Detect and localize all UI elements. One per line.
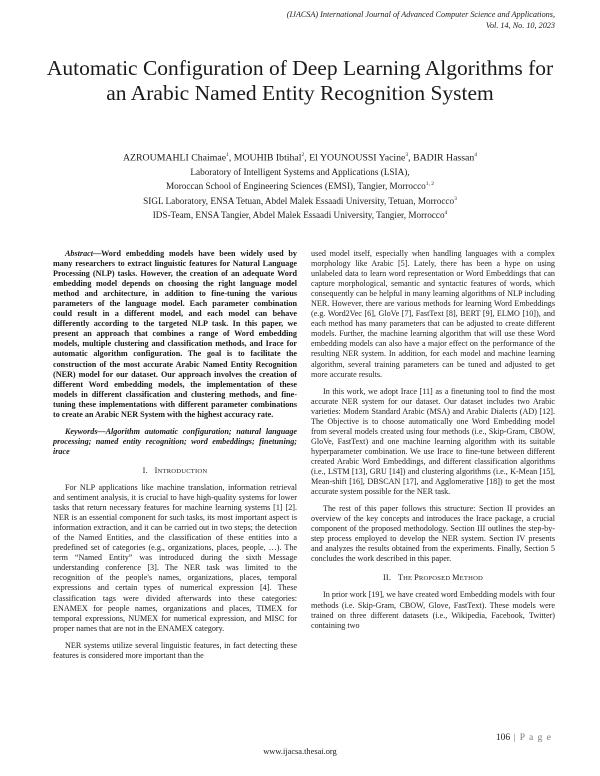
section-heading-proposed-method [311, 573, 555, 584]
section-2-rest-3: ETHOD [459, 575, 483, 583]
affiliation-3: SIGL Laboratory, ENSA Tetuan, Abdel Malek Essaadi University, Tetuan, Morrocco$^3$ [143, 195, 457, 206]
author-1-sup: 1 [226, 152, 229, 158]
abstract-text: —Word embedding models have been widely used by many researchers to extract linguistic features for Natural Language Processing (NLP) tasks. However, the creation of an adequate Word embedding model depends on choosing the right language model method and architecture, in addition to fine-tuning the various parameters of the language model. Each parameter combination could result in a different model, and each model can behave differently according to the targeted NLP task. In this paper, we present an approach that combines a range of Word embedding models, multiple clustering and classification methods, and Irace for automatic algorithm configuration. The goal is to facilitate the construction of the most accurate Arabic Named Entity Recognition (NER) model for our dataset. Our approach involves the creation of different Word embedding models, the implementation of these models in different classification and clustering methods, and fine-tuning these implementations with different parameter combinations to create an Arabic NER System with the highest accuracy rate. [53, 249, 297, 419]
author-2-sup: 2 [301, 152, 305, 158]
section-2-letter-p: P [414, 573, 419, 583]
affiliation-4: IDS-Team, ENSA Tangier, Abdel Malek Essaadi University, Tangier, Morrocco$^4$ [152, 210, 448, 221]
intro-paragraph-1: For NLP applications like machine translation, information retrieval and sentiment analysis, it is crucial to have high-quality systems for lower tasks that return necessary features for machine learning systems [1] [2]. NER is an essential component for such tasks, its most important aspect is information extraction, and it can be carried out in two steps; the detection of the Named Entities, and the classification of these entities into a predefined set of categories (e.g., organizations, places, people, …). The term “Named Entity” was introduced during the sixth Message understanding conference [3]. The NER task was limited to the recognition of the people's names, organizations, places, temporal expressions and certain types of numerical expression [4]. These classification tags were divided afterwards into these categories: ENAMEX for people names, organizations and places, TIMEX for temporal expressions, NUMEX for numerical expression, and MISC for proper names that are not in the ENAMEX category. [53, 482, 297, 633]
journal-volume: Vol. 14, No. 10, 2023 [485, 21, 555, 30]
right-column [311, 249, 555, 638]
author-3: El YOUNOUSSI Yacine [309, 152, 406, 164]
section-1-rest: NTRODUCTION [157, 467, 208, 475]
journal-header [287, 9, 555, 31]
intro-paragraph-5: The rest of this paper follows this structure: Section II provides an overview of the key concepts and introduces the Irace package, a crucial component of the proposed methodology. Section III outlines the step-by-step process employed to develop the NER system. Section IV presents and analyzes the results obtained from the experiments. Finally, Section 5 concludes the work described in this paper. [311, 504, 555, 564]
affiliation-4-sup: 4 [444, 210, 448, 217]
footer-url: www.ijacsa.thesai.org [263, 747, 337, 756]
author-4: BADIR Hassan [413, 152, 475, 164]
affiliation-1: Laboratory of Intelligent Systems and Applications (LSIA), [190, 166, 410, 177]
left-column [53, 249, 297, 668]
intro-paragraph-2: NER systems utilize several linguistic features, in fact detecting these features is considered more important than the [53, 640, 297, 660]
abstract [53, 249, 297, 420]
paper-title: Automatic Configuration of Deep Learning Algorithms for an Arabic Named Entity Recognition System [46, 56, 554, 105]
section-2-rest-2: ROPOSED [418, 575, 453, 583]
author-1: AZROUMAHLI Chaimae [122, 152, 227, 164]
section-2-letter-m: M [452, 573, 460, 583]
journal-name: (IJACSA) International Journal of Advanced Computer Science and Applications, [286, 10, 555, 19]
section-1-numeral: I. [142, 465, 148, 475]
page-number-value: 106 [495, 733, 511, 743]
keywords-label: Keywords [65, 426, 98, 436]
affiliation-3-sup: 3 [454, 195, 457, 202]
intro-paragraph-3: used model itself, especially when handling languages with a complex morphology like Arabic [5]. Lately, there has been a hype on using unlabeled data to learn word representation or Word Embeddings that can capture morphological, semantic and syntactic features of words, which consequently can be helpful in many learning algorithms of NLP including NER. However, there are various methods for learning Word Embeddings (e.g. Word2Vec [6], GloVe [7], FastText [8], BERT [9], ELMO [10]), and each method has many parameters that can be adjusted to create different models. Further, the machine learning algorithm that will use these Word embedding models can also have a major effect on the performance of the resulting NER system. In addition, for each model and machine learning algorithm, several training parameters can be tuned and adjusted to get more accurate results. [311, 249, 555, 379]
author-2: MOUHIB Ibtihal [233, 152, 302, 164]
author-3-sup: 3 [405, 152, 409, 158]
section-2-rest-1: HE [403, 575, 415, 583]
page-label: | P a g e [510, 733, 552, 743]
author-4-sup: 4 [474, 152, 478, 158]
intro-paragraph-4: In this work, we adopt Irace [11] as a finetuning tool to find the most accurate NER system for our dataset. Our dataset includes two Arabic varieties: Modern Standard Arabic (MSA) and Arabic Dialects (AD) [12]. The Objective is to choose automatically one Word Embedding model from several models created using four methods (i.e., Skip-Gram, CBOW, GloVe, FastText) and one machine learning algorithm with its suitable hyperparameter combination. We use Irace to fine-tune between different created Arabic Word Embeddings, and different classification algorithms (i.e., LSTM [13], GRU [14]) and clustering algorithms (i.e., K-Mean [15], Mean-shift [16], DBSCAN [17], and Agglomerative [18]) to get the most accurate system possible for the NER task. [311, 386, 555, 497]
section-2-letter-t: T [397, 573, 404, 583]
section-2-numeral: II. [383, 573, 392, 583]
author-block [40, 149, 560, 222]
author-names: AZROUMAHLI Chaimae$^1$, MOUHIB Ibtihal$^2$, El YOUNOUSSI Yacine$^3$, BADIR Hassan$^4$ [122, 152, 478, 164]
section-heading-introduction [53, 466, 297, 477]
page-number [496, 733, 552, 743]
keywords [53, 427, 297, 457]
keywords-text: —Algorithm automatic configuration; natural language processing; named entity recognition; word embeddings; finetuning; irace [53, 426, 297, 456]
abstract-label: Abstract [65, 249, 93, 258]
affiliation-2: Moroccan School of Engineering Sciences (EMSI), Tangier, Morrocco$^{1, 2}$ [165, 181, 435, 192]
method-paragraph-1: In prior work [19], we have created word Embedding models with four methods (i.e. Skip-Gram, CBOW, Glove, FastText). These models were trained on three different datasets (i.e., Wikipedia, Facebook, Twitter) containing two [311, 590, 555, 630]
affiliation-2-sup: 1, 2 [425, 181, 435, 188]
section-1-first-letter: I [154, 465, 158, 475]
